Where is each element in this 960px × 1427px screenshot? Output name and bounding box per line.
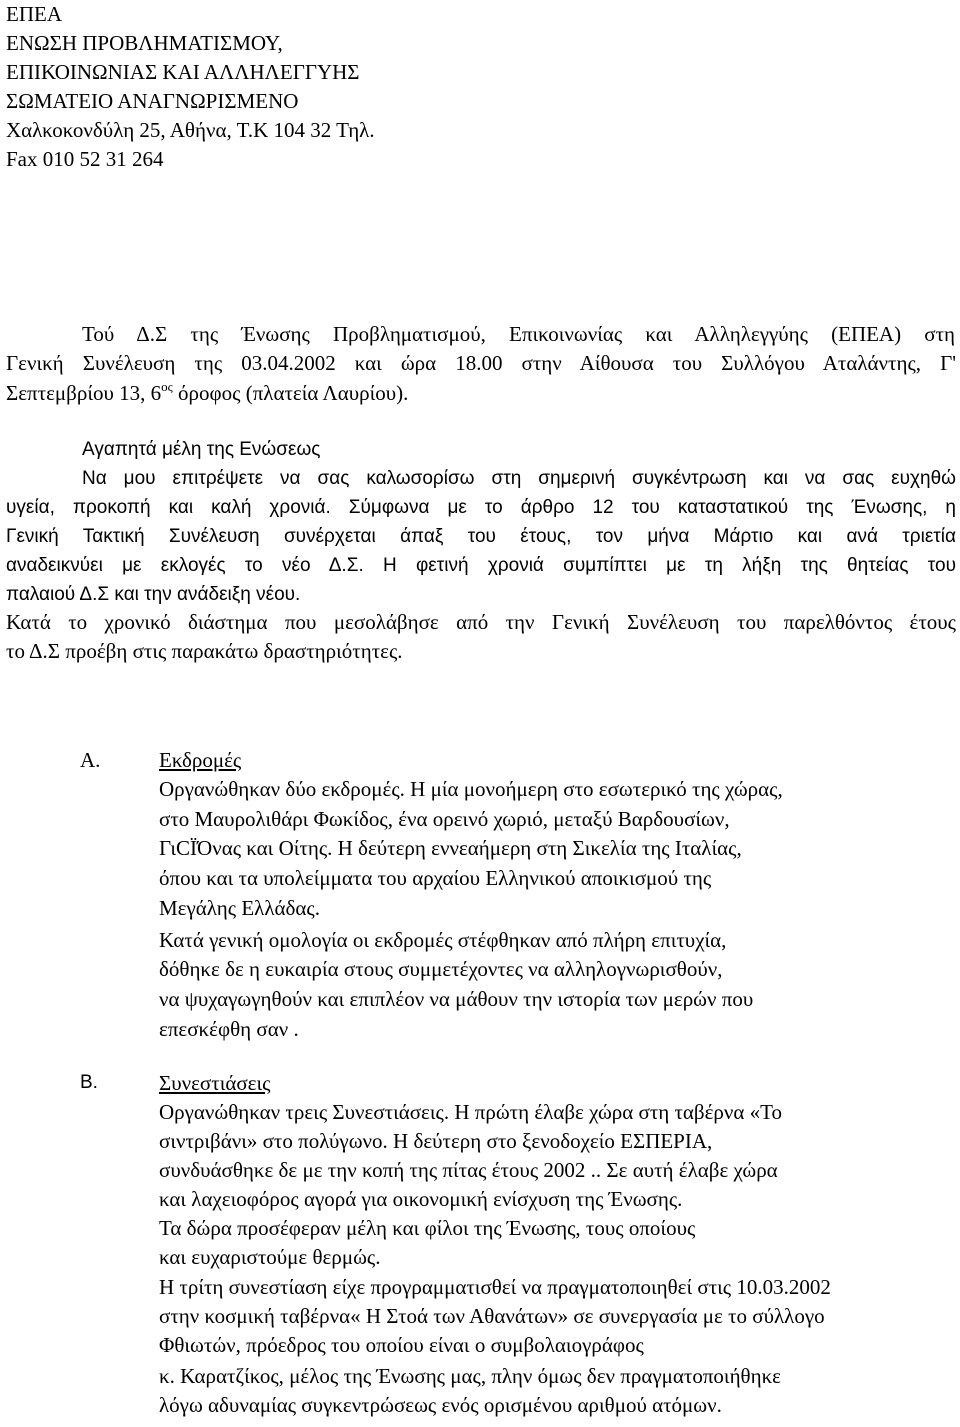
salutation: Αγαπητά μέλη της Ενώσεως [82,439,321,460]
section-line: κ. Καρατζίκος, μέλος της Ένωσης μας, πλην όμως δεν πραγματοποιήθηκε [159,1364,781,1388]
section-line: Οργανώθηκαν δύο εκδρομές. Η μία μονοήμερη στο εσωτερικό της χώρας, [159,777,783,801]
section-line: σιντριβάνι» στο πολύγωνο. Η δεύτερη στο ξενοδοχείο ΕΣΠΕΡΙΑ, [159,1129,713,1153]
section-line: Φθιωτών, πρόεδρος του οποίου είναι ο συμβολαιογράφος [159,1333,644,1357]
org-name-line: ΕΠΙΚΟΙΝΩΝΙΑΣ ΚΑΙ ΑΛΛΗΛΕΓΓΥΗΣ [6,60,360,84]
section-line: δόθηκε δε η ευκαιρία στους συμμετέχοντες να αλληλογνωρισθούν, [159,957,723,981]
org-name-line: ΕΝΩΣΗ ΠΡΟΒΛΗΜΑΤΙΣΜΟΥ, [6,31,283,55]
org-fax: Fax 010 52 31 264 [6,147,164,171]
section-line: στην κοσμική ταβέρνα« Η Στοά των Αθανάτων» σε συνεργασία με το σύλλογο [159,1304,825,1328]
section-line: επεσκέφθη σαν . [159,1017,299,1041]
section-title: Εκδρομές [159,748,242,772]
org-acronym: ΕΠΕΑ [6,2,62,26]
section-line: να ψυχαγωγηθούν και επιπλέον να μάθουν την ιστορία των μερών που [159,987,754,1011]
section-line: Κατά γενική ομολογία οι εκδρομές στέφθηκαν από πλήρη επιτυχία, [159,928,727,952]
section-line: στο Μαυρολιθάρι Φωκίδος, ένα ορεινό χωριό, μεταξύ Βαρδουσίων, [159,807,730,831]
section-line: και λαχειοφόρος αγορά για οικονομική ενίσχυση της Ένωσης. [159,1187,683,1211]
paragraph-line: παλαιού Δ.Σ και την ανάδειξη νέου. [6,584,301,605]
section-line: ΓιCΪΌνας και Οίτης. Η δεύτερη εννεαήμερη στη Σικελία της Ιταλίας, [159,836,742,860]
paragraph-line: υγεία, προκοπή και καλή χρονιά. Σύμφωνα με το άρθρο 12 του καταστατικού της Ένωσης, η [6,497,956,518]
section-line: Μεγάλης Ελλάδας. [159,896,320,920]
org-address: Χαλκοκονδύλη 25, Αθήνα, Τ.Κ 104 32 Τηλ. [6,118,375,142]
paragraph-line: το Δ.Σ προέβη στις παρακάτω δραστηριότητες. [6,639,403,663]
section-line: όπου και τα υπολείμματα του αρχαίου Ελληνικού αποικισμού της [159,866,712,890]
section-line: συνδυάσθηκε δε με την κοπή της πίτας έτους 2002 .. Σε αυτή έλαβε χώρα [159,1158,778,1182]
section-title: Συνεστιάσεις [159,1071,271,1095]
paragraph-line: Να μου επιτρέψετε να σας καλωσορίσω στη σημερινή συγκέντρωση και να σας ευχηθώ [82,468,956,489]
section-line: λόγω αδυναμίας συγκεντρώσεως ενός ορισμένου αριθμού ατόμων. [159,1393,722,1417]
paragraph-line: Κατά το χρονικό διάστημα που μεσολάβησε από την Γενική Συνέλευση του παρελθόντος έτους [6,610,956,634]
section-line: Οργανώθηκαν τρεις Συνεστιάσεις. Η πρώτη έλαβε χώρα στη ταβέρνα «Το [159,1100,783,1124]
intro-text: Σεπτεμβρίου 13, 6 [6,381,162,405]
paragraph-line: Γενική Τακτική Συνέλευση συνέρχεται άπαξ του έτους, τον μήνα Μάρτιο και ανά τριετία [6,526,956,547]
paragraph-line: αναδεικνύει με εκλογές το νέο Δ.Σ. Η φετινή χρονιά συμπίπτει με τη λήξη της θητείας του [6,555,956,576]
ordinal-superscript: ος [161,379,173,394]
section-letter: Α. [80,748,101,772]
section-line: Η τρίτη συνεστίαση είχε προγραμματισθεί να πραγματοποιηθεί στις 10.03.2002 [159,1275,831,1299]
intro-line: Τού Δ.Σ της Ένωσης Προβληματισμού, Επικοινωνίας και Αλληλεγγύης (ΕΠΕΑ) στη [82,322,955,346]
section-line: Τα δώρα προσέφεραν μέλη και φίλοι της Ένωσης, τους οποίους [159,1216,696,1240]
section-line: και ευχαριστούμε θερμώς. [159,1245,381,1269]
intro-line: Γενική Συνέλευση της 03.04.2002 και ώρα 18.00 στην Αίθουσα του Συλλόγου Αταλάντης, Γ' [6,351,956,375]
intro-text: όροφος (πλατεία Λαυρίου). [172,381,409,405]
intro-line [6,379,408,407]
org-status: ΣΩΜΑΤΕΙΟ ΑΝΑΓΝΩΡΙΣΜΕΝΟ [6,89,299,113]
section-letter: Β. [80,1072,98,1093]
